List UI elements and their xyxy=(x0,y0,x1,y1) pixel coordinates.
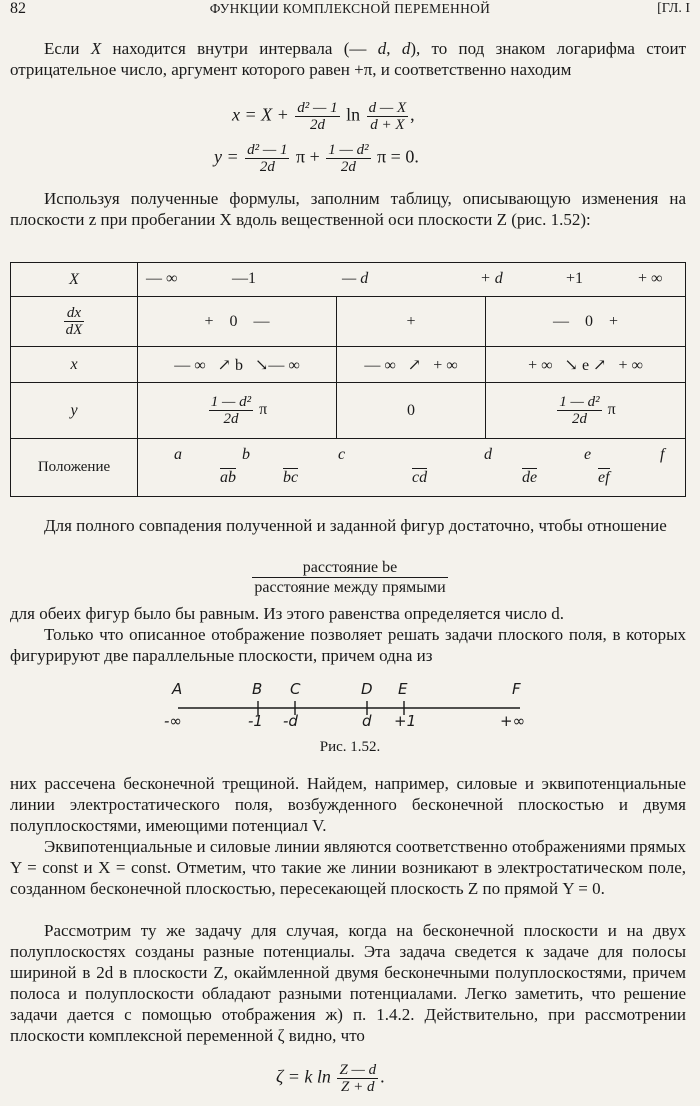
eq2-mid: π + xyxy=(295,146,320,167)
x-val-pos-d: + d xyxy=(480,269,503,287)
dxdX-cell-2: + xyxy=(337,297,486,347)
para1-text-c: ), то под знаком логарифма стоит отрицательное число, аргумент которого равен +π, и соответственно находим xyxy=(10,39,687,79)
equation-zeta xyxy=(276,1062,385,1095)
pos-point-a: a xyxy=(174,445,182,463)
x-val-pos-inf: + ∞ xyxy=(638,269,663,287)
para1-var-x: X xyxy=(90,39,102,58)
eq1-num2: d — X xyxy=(368,100,407,116)
paragraph-4: для обеих фигур было бы равным. Из этого равенства определяется число d. xyxy=(10,604,564,623)
y1-num: 1 — d² xyxy=(210,394,252,410)
para1-comma: , xyxy=(386,39,402,58)
eq3-frac xyxy=(337,1062,378,1095)
dxdX-den: dX xyxy=(65,322,83,338)
row-head-y: y xyxy=(11,383,138,439)
pos-point-e: e xyxy=(584,445,592,463)
table-row xyxy=(11,383,686,439)
paragraph-6: них рассечена бесконечной трещиной. Найдем, например, силовые и эквипотенциальные линии электростатического поля, возбужденного бесконечной плоскостью и двумя полуплоскостями, имеющими потенциал V. xyxy=(10,774,686,835)
mapping-table xyxy=(10,262,686,497)
eq3-lhs: ζ = k ln xyxy=(276,1066,331,1087)
fig-value-d: d xyxy=(362,712,372,730)
running-title: ФУНКЦИИ КОМПЛЕКСНОЙ ПЕРЕМЕННОЙ xyxy=(209,1,491,16)
fig-label-F: F xyxy=(512,680,521,698)
y1-den: 2d xyxy=(223,411,239,427)
row-x-values-box xyxy=(138,264,685,296)
paragraph-8: Рассмотрим ту же задачу для случая, когда на бесконечной плоскости и на двух полуплоскостях созданы разные потенциалы. Эта задача сведется к задаче для полосы шириной в 2d в плоскости Z, окаймленной двумя бесконечными полуплоскостями, причем полоса и полуплоскости обладают разными потенциалами. Легко заметить, что решение задачи дается с помощью отображения ж) п. 1.4.2. Действительно, при рассмотрении плоскости комплексной переменной ζ видно, что xyxy=(10,921,686,1045)
paragraph-1 xyxy=(10,38,686,80)
position-cell xyxy=(138,439,686,497)
table-row xyxy=(11,297,686,347)
eq2-den: 2d xyxy=(259,159,275,175)
fig-value-neg-1: -1 xyxy=(248,712,263,730)
eq3-end: . xyxy=(380,1066,385,1087)
pos-point-d: d xyxy=(484,445,492,463)
row-head-x: x xyxy=(11,347,138,383)
page-number: 82 xyxy=(10,0,26,17)
para1-var-d2: d xyxy=(401,39,411,58)
pos-seg-bc: bc xyxy=(283,468,299,486)
eq1-den2: d + X xyxy=(370,117,405,133)
y-cell-1-frac xyxy=(209,394,253,427)
dxdX-num: dx xyxy=(64,305,85,322)
figure-caption: Рис. 1.52. xyxy=(319,739,381,755)
x-cell-2: — ∞ ↗ + ∞ xyxy=(337,347,486,383)
x-val-pos-1: +1 xyxy=(566,269,584,287)
ratio-frac xyxy=(252,558,447,597)
x-val-neg-d: — d xyxy=(342,269,369,287)
paragraph-5: Только что описанное отображение позволяет решать задачи плоского поля, в которых фигурируют две параллельные плоскости, причем одна из xyxy=(10,625,686,665)
fig-label-D: D xyxy=(361,680,373,698)
dxdX-cell-1: + 0 — xyxy=(138,297,337,347)
para1-text-a: Если xyxy=(44,39,91,58)
eq2-frac2 xyxy=(326,142,370,175)
table-row xyxy=(11,263,686,297)
paragraph-2: Используя полученные формулы, заполним таблицу, описывающую изменения на плоскости z при пробегании X вдоль вещественной оси плоскости Z (рис. 1.52): xyxy=(10,189,686,229)
eq3-num: Z — d xyxy=(339,1062,377,1078)
y-cell-3 xyxy=(486,383,686,439)
row-head-dxdX xyxy=(11,297,138,347)
row-head-position: Положение xyxy=(11,439,138,497)
pos-seg-de: de xyxy=(522,468,538,486)
fig-value-neg-d: -d xyxy=(283,712,298,730)
eq1-ln: ln xyxy=(346,104,361,125)
x-cell-1: — ∞ ↗ b ↘— ∞ xyxy=(138,347,337,383)
fig-label-C: C xyxy=(290,680,301,698)
y-cell-1 xyxy=(138,383,337,439)
x-cell-3: + ∞ ↘ e ↗ + ∞ xyxy=(486,347,686,383)
ratio-expression xyxy=(0,558,700,597)
row-head-X: X xyxy=(11,263,138,297)
figure-axis xyxy=(0,680,700,740)
eq2-lhs: y = xyxy=(214,146,239,167)
fig-label-B: B xyxy=(252,680,263,698)
fig-label-E: E xyxy=(398,680,408,698)
eq1-end: , xyxy=(410,104,415,125)
para1-text-b: находится внутри интервала (— xyxy=(101,39,378,58)
table-row xyxy=(11,347,686,383)
eq1-frac1 xyxy=(295,100,339,133)
eq2-den2: 2d xyxy=(340,159,356,175)
eq2-end: π = 0. xyxy=(377,146,419,167)
fig-value-pos-1: +1 xyxy=(394,712,417,730)
y3-num: 1 — d² xyxy=(559,394,600,410)
fig-value-pos-inf: +∞ xyxy=(500,712,526,730)
equation-y xyxy=(214,142,419,175)
y3-den: 2d xyxy=(571,411,587,427)
row-x-values xyxy=(138,263,686,297)
y3-pi: π xyxy=(607,401,616,419)
eq3-den: Z + d xyxy=(341,1079,375,1095)
pos-point-b: b xyxy=(242,445,250,463)
dxdX-cell-3: — 0 + xyxy=(486,297,686,347)
pos-point-f: f xyxy=(660,445,665,463)
pos-seg-ef: ef xyxy=(598,468,610,486)
eq1-den: 2d xyxy=(309,117,325,133)
para1-var-d1: d xyxy=(377,39,387,58)
pos-seg-ab: ab xyxy=(220,468,236,486)
running-header xyxy=(10,0,690,22)
y-cell-2: 0 xyxy=(337,383,486,439)
eq2-num: d² — 1 xyxy=(247,142,288,158)
y-cell-3-frac xyxy=(557,394,601,427)
equation-x xyxy=(232,100,415,133)
ratio-den: расстояние между прямыми xyxy=(254,579,446,596)
eq1-frac2 xyxy=(367,100,409,133)
pos-point-c: c xyxy=(338,445,346,463)
x-val-neg-inf: — ∞ xyxy=(146,269,178,287)
dxdX-frac xyxy=(64,305,85,338)
paragraph-3: Для полного совпадения полученной и заданной фигур достаточно, чтобы отношение xyxy=(44,516,667,535)
eq2-frac1 xyxy=(245,142,289,175)
paragraph-7: Эквипотенциальные и силовые линии являются соответственно отображениями прямых Y = const и X = const. Отметим, что такие же линии возникают в электростатическом поле, созданном бесконечной плоскостью, пересекающей плоскость Z по прямой Y = 0. xyxy=(10,837,686,898)
eq2-num2: 1 — d² xyxy=(328,142,369,158)
y1-pi: π xyxy=(259,401,268,419)
table-row xyxy=(11,439,686,497)
ratio-num: расстояние be xyxy=(252,558,447,578)
eq1-num: d² — 1 xyxy=(297,100,338,116)
eq1-lhs: x = X + xyxy=(232,104,289,125)
position-box xyxy=(138,440,685,496)
fig-value-neg-inf: -∞ xyxy=(164,712,182,730)
chapter-marker: [ГЛ. I xyxy=(657,1,690,16)
fig-label-A: A xyxy=(172,680,183,698)
pos-seg-cd: cd xyxy=(412,468,428,486)
x-val-neg-1: —1 xyxy=(232,269,256,287)
